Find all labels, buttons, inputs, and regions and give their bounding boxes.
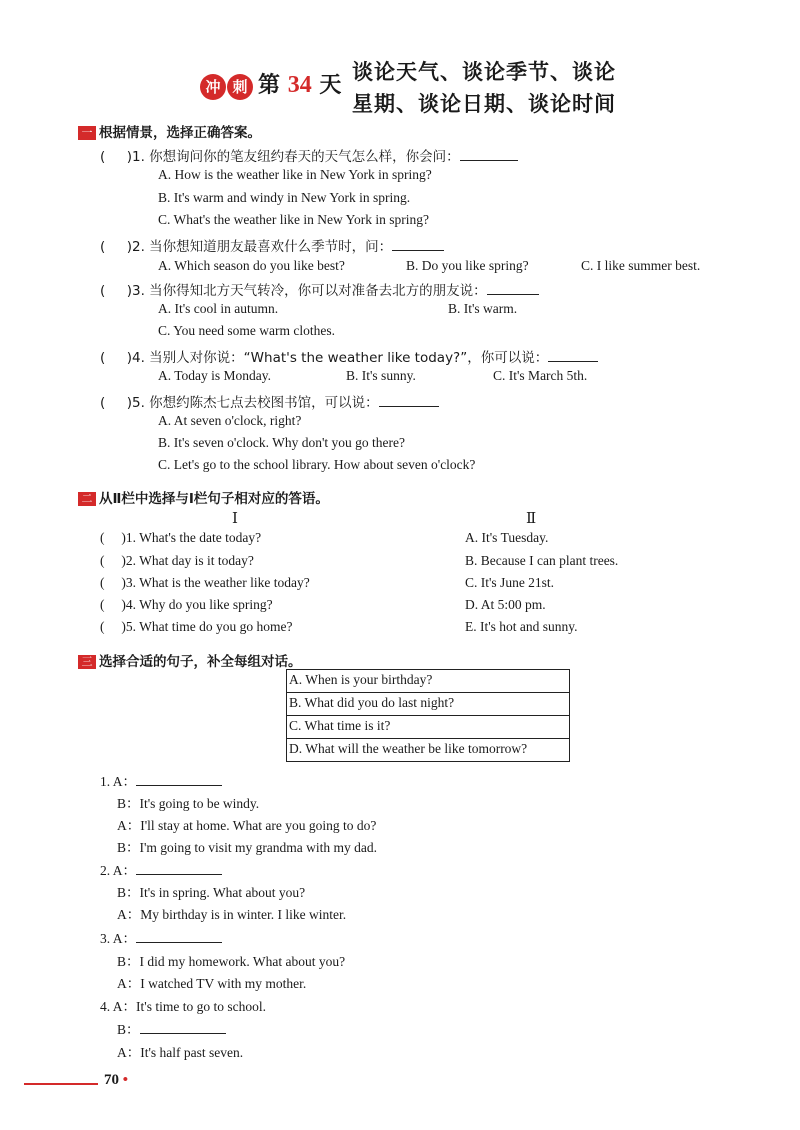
option-d: D. What will the weather be like tomorrow? <box>287 738 569 761</box>
question-2: ( )2. 当你想知道朋友最喜欢什么季节时，问： <box>100 235 444 255</box>
badge-char-2: 刺 <box>227 74 253 100</box>
col2-item-a: A. It's Tuesday. <box>465 530 549 545</box>
day-label: 第 34 天 <box>258 72 342 98</box>
answer-blank[interactable] <box>140 1021 226 1034</box>
section-title: 根据情景，选择正确答案。 <box>99 125 261 141</box>
answer-blank[interactable] <box>548 349 598 362</box>
dialogue-1-line-2: B：It's going to be windy. <box>117 796 260 811</box>
dialogue-4-line-3: A：It's half past seven. <box>117 1045 244 1060</box>
question-5: ( )5. 你想约陈杰七点去校图书馆，可以说： <box>100 391 439 411</box>
col2-item-d: D. At 5:00 pm. <box>465 597 546 612</box>
q1-option-c: C. What's the weather like in New York in spring? <box>158 212 430 227</box>
section-2-heading <box>78 487 329 508</box>
answer-blank[interactable] <box>136 862 222 875</box>
option-b: B. What did you do last night? <box>287 692 569 715</box>
badge-char-1: 冲 <box>200 74 226 100</box>
q1-option-b: B. It's warm and windy in New York in spring. <box>158 190 411 205</box>
dialogue-2-line-2: B：It's in spring. What about you? <box>117 885 306 900</box>
dialogue-3-line-3: A：I watched TV with my mother. <box>117 976 307 991</box>
section-number: 二 <box>78 492 96 506</box>
answer-blank[interactable] <box>136 773 222 786</box>
q4-option-b: B. It's sunny. <box>346 368 416 383</box>
question-4: ( )4. 当别人对你说：“What's the weather like today?”，你可以说： <box>100 346 598 366</box>
section-number: 一 <box>78 126 96 140</box>
section-3-heading <box>78 650 302 671</box>
answer-blank[interactable] <box>460 148 518 161</box>
question-3: ( )3. 当你得知北方天气转冷，你可以对准备去北方的朋友说： <box>100 279 539 299</box>
dialogue-1-line-1: 1. A： <box>100 770 222 790</box>
col1-item-4: ( )4. Why do you like spring? <box>100 597 273 612</box>
col1-item-2: ( )2. What day is it today? <box>100 553 254 568</box>
col1-item-5: ( )5. What time do you go home? <box>100 619 293 634</box>
day-badge <box>200 68 341 100</box>
column-1-header: Ⅰ <box>232 511 238 527</box>
q2-option-b: B. Do you like spring? <box>406 258 529 273</box>
page-title-line-2: 星期、谈论日期、谈论时间 <box>352 92 616 116</box>
answer-blank[interactable] <box>136 930 222 943</box>
q5-option-b: B. It's seven o'clock. Why don't you go there? <box>158 435 405 450</box>
col1-item-3: ( )3. What is the weather like today? <box>100 575 310 590</box>
q3-option-c: C. You need some warm clothes. <box>158 323 335 338</box>
q4-option-a: A. Today is Monday. <box>158 368 272 383</box>
page-number: 70 • <box>104 1072 129 1088</box>
question-1: ( )1. 你想询问你的笔友纽约春天的天气怎么样，你会问： <box>100 145 518 165</box>
dialogue-2-line-1: 2. A： <box>100 859 222 879</box>
q4-option-c: C. It's March 5th. <box>493 368 588 383</box>
q1-option-a: A. How is the weather like in New York in spring? <box>158 167 432 182</box>
dialogue-3-line-2: B：I did my homework. What about you? <box>117 954 346 969</box>
section-number: 三 <box>78 655 96 669</box>
answer-blank[interactable] <box>487 282 539 295</box>
q3-option-a: A. It's cool in autumn. <box>158 301 279 316</box>
dialogue-1-line-4: B：I'm going to visit my grandma with my dad. <box>117 840 378 855</box>
col2-item-e: E. It's hot and sunny. <box>465 619 578 634</box>
page-title-line-1: 谈论天气、谈论季节、谈论 <box>352 60 616 84</box>
dialogue-1-line-3: A：I'll stay at home. What are you going to do? <box>117 818 377 833</box>
q2-option-c: C. I like summer best. <box>581 258 701 273</box>
q5-option-a: A. At seven o'clock, right? <box>158 413 302 428</box>
option-c: C. What time is it? <box>287 715 569 738</box>
q5-option-c: C. Let's go to the school library. How about seven o'clock? <box>158 457 476 472</box>
answer-blank[interactable] <box>379 394 439 407</box>
dialogue-3-line-1: 3. A： <box>100 927 222 947</box>
column-2-header: Ⅱ <box>526 511 537 527</box>
options-box <box>286 669 570 762</box>
col2-item-b: B. Because I can plant trees. <box>465 553 619 568</box>
section-1-heading <box>78 121 261 142</box>
section-title: 选择合适的句子，补全每组对话。 <box>99 654 302 670</box>
q2-option-a: A. Which season do you like best? <box>158 258 345 273</box>
footer-rule <box>24 1083 98 1085</box>
option-a: A. When is your birthday? <box>289 672 433 687</box>
dialogue-4-line-2: B： <box>117 1018 226 1038</box>
col2-item-c: C. It's June 21st. <box>465 575 555 590</box>
dialogue-4-line-1: 4. A：It's time to go to school. <box>100 999 266 1014</box>
dialogue-2-line-3: A：My birthday is in winter. I like winter. <box>117 907 347 922</box>
col1-item-1: ( )1. What's the date today? <box>100 530 262 545</box>
answer-blank[interactable] <box>392 238 444 251</box>
section-title: 从Ⅱ栏中选择与Ⅰ栏句子相对应的答语。 <box>99 491 329 507</box>
q3-option-b: B. It's warm. <box>448 301 518 316</box>
